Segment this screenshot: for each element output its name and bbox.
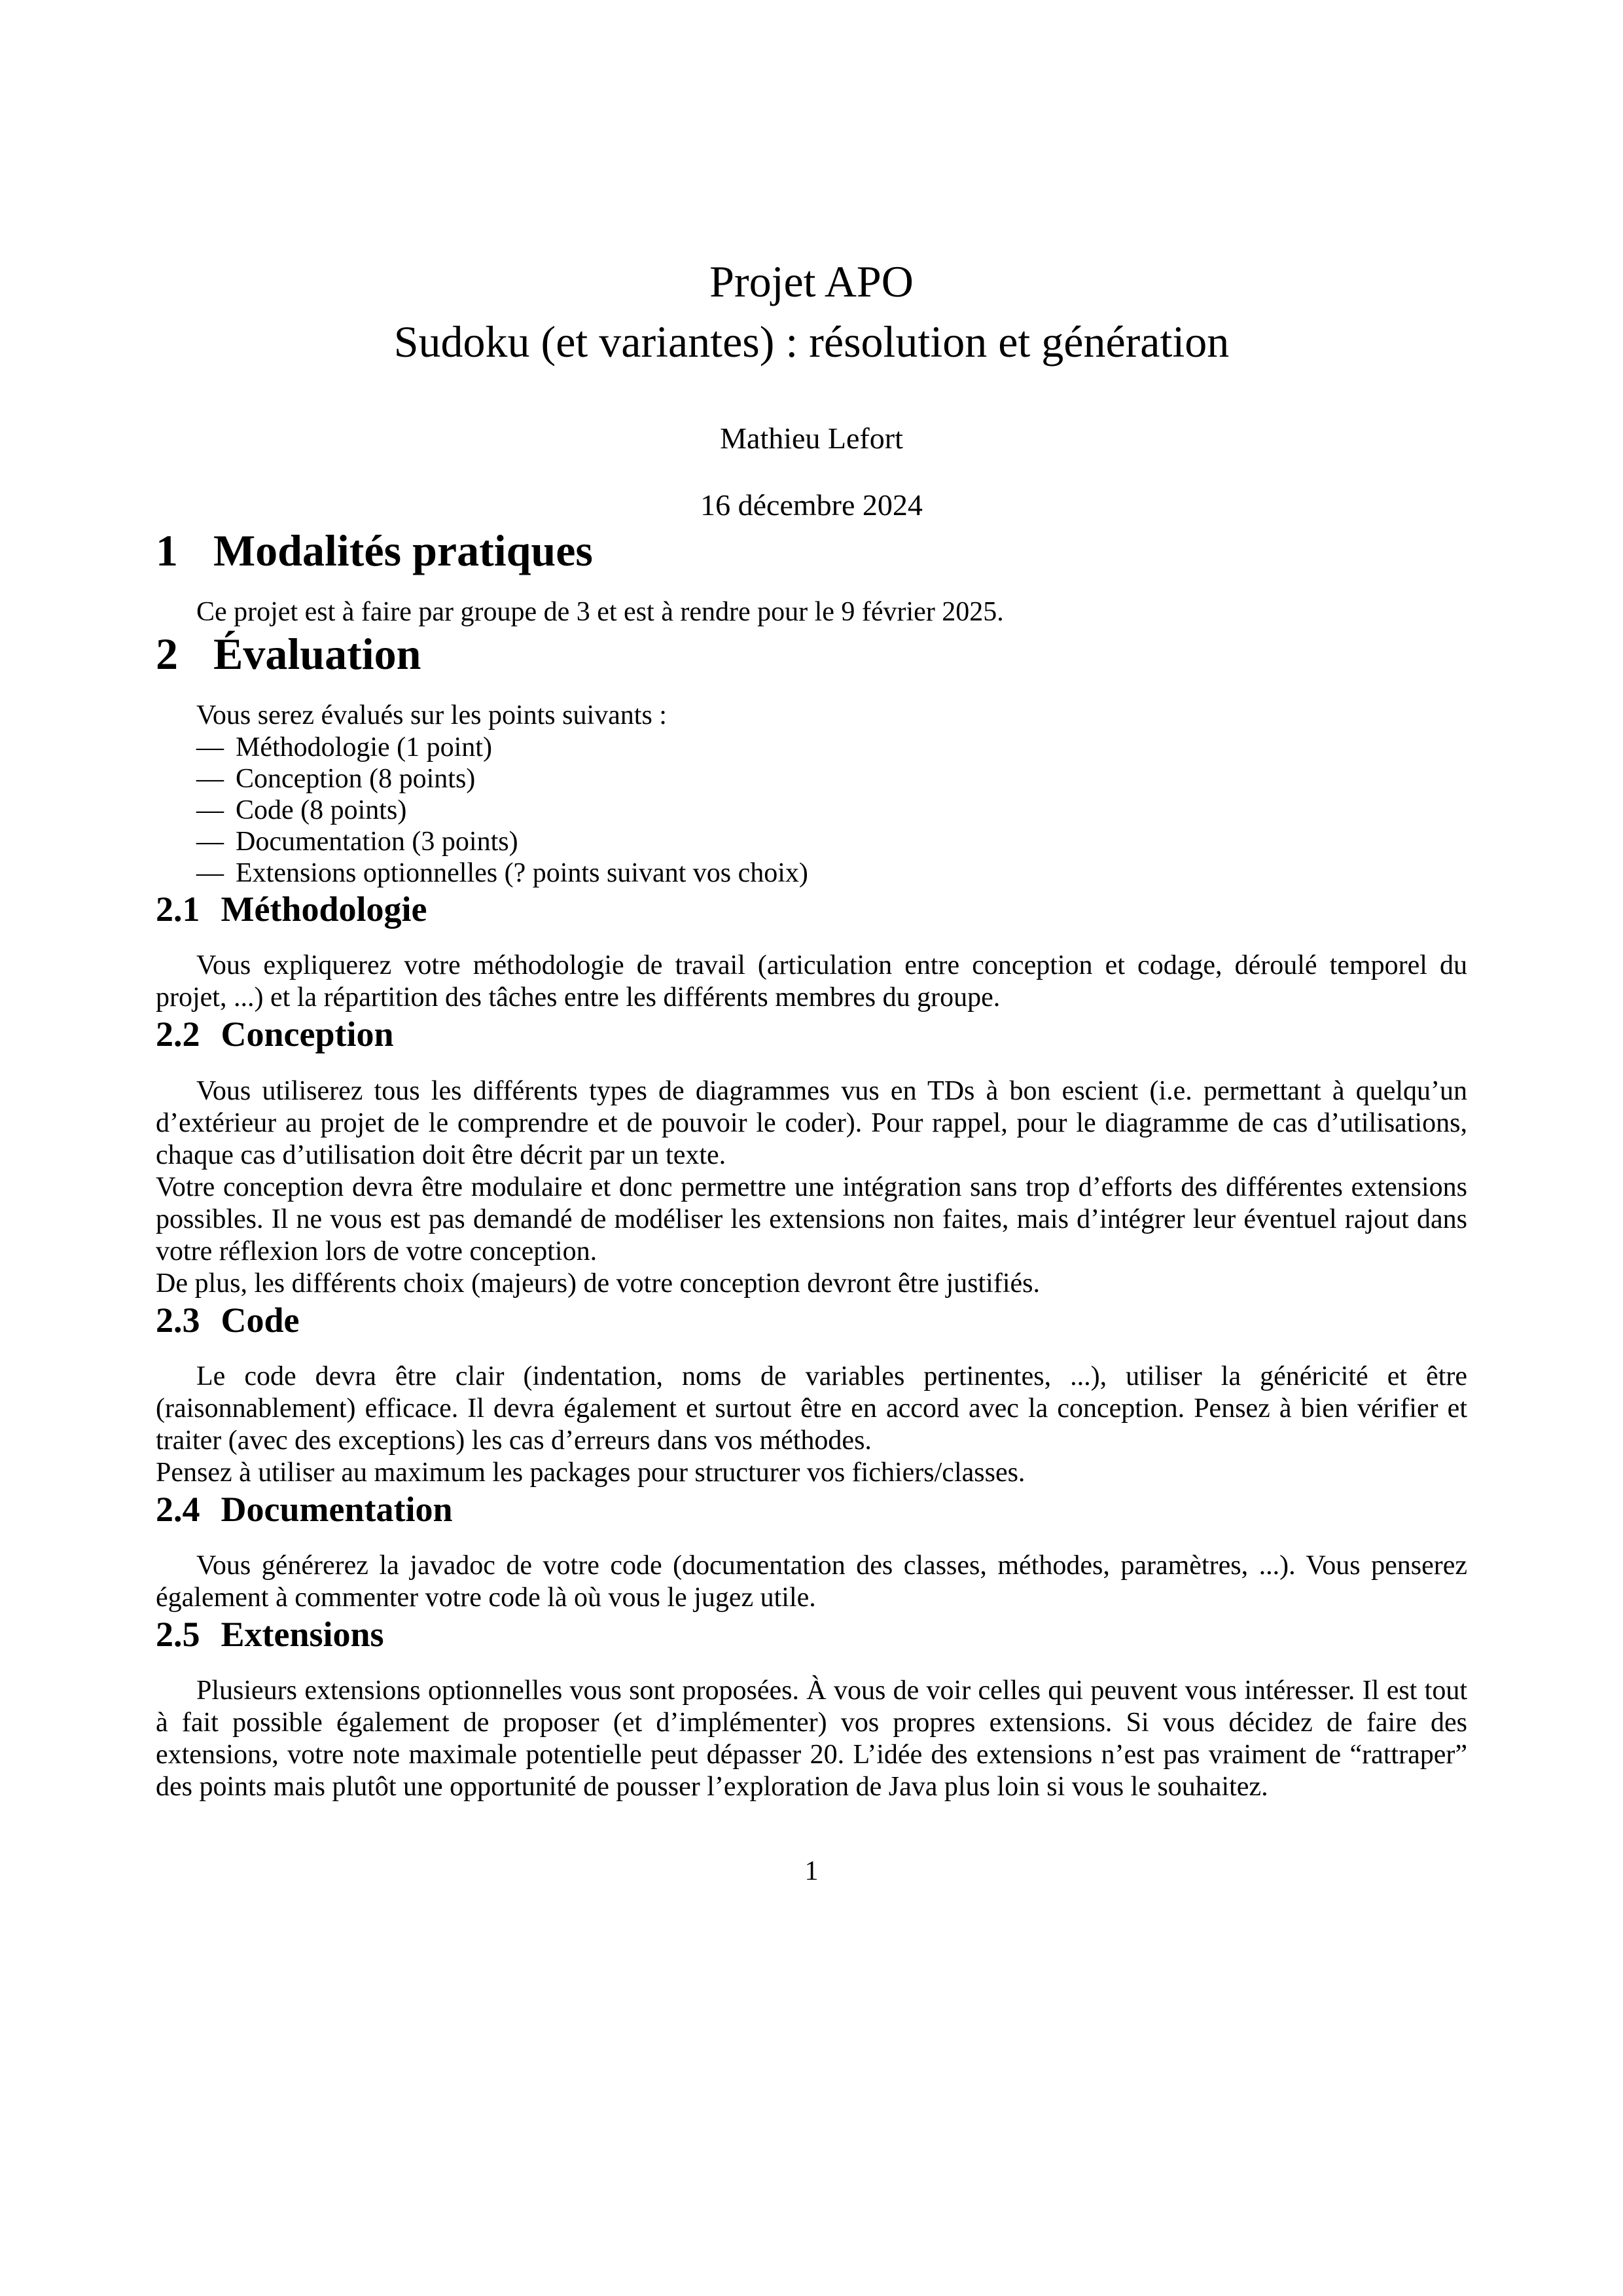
subsection-2-4-number: 2.4 (156, 1489, 200, 1529)
dash-bullet: — (196, 764, 224, 795)
subsection-2-1-heading (156, 889, 1467, 929)
section-2-intro: Vous serez évalués sur les points suivants : (196, 700, 667, 731)
list-item (156, 732, 1467, 763)
subsection-2-3-title: Code (221, 1300, 300, 1340)
list-item (156, 795, 1467, 826)
section-1-number: 1 (156, 526, 178, 575)
list-item-label: Méthodologie (1 point) (236, 732, 492, 763)
list-item (156, 763, 1467, 795)
document-title (156, 251, 1467, 372)
subsection-2-5-title: Extensions (221, 1614, 384, 1654)
subsection-2-4-heading (156, 1489, 1467, 1530)
section-1-heading (156, 525, 1467, 576)
list-item-label: Code (8 points) (236, 795, 407, 826)
list-item-label: Conception (8 points) (236, 764, 476, 795)
subsection-2-1-paragraph: Vous expliquerez votre méthodologie de travail (articulation entre conception et codage, déroulé temporel du projet, ...) et la répartition des tâches entre les différents membres du groupe. (156, 950, 1467, 1013)
subsection-2-5-number: 2.5 (156, 1614, 200, 1654)
dash-bullet: — (196, 827, 224, 857)
subsection-2-1-number: 2.1 (156, 889, 200, 929)
subsection-2-5-paragraph: Plusieurs extensions optionnelles vous sont proposées. À vous de voir celles qui peuvent vous intéresser. Il est tout à fait possible également de proposer (et d’implémenter) vos propres extensions. Si vous décidez de faire des extensions, votre note maximale potentielle peut dépasser 20. L’idée des extensions n’est pas vraiment de “rattraper” des points mais plutôt une opportunité de pousser l’exploration de Java plus loin si vous le souhaitez. (156, 1675, 1467, 1802)
document-title-line2: Sudoku (et variantes) : résolution et génération (393, 317, 1230, 367)
subsection-2-3-paragraph: Le code devra être clair (indentation, noms de variables pertinentes, ...), utiliser la généricité et être (raisonnablement) efficace. Il devra également et surtout être en accord avec la conception. Pensez à bien vérifier et traiter (avec des exceptions) les cas d’erreurs dans vos méthodes. (156, 1361, 1467, 1456)
subsection-2-3-paragraph: Pensez à utiliser au maximum les packages pour structurer vos fichiers/classes. (156, 1457, 1026, 1488)
section-2-title: Évaluation (213, 629, 421, 679)
dash-bullet: — (196, 795, 224, 826)
section-2-number: 2 (156, 629, 178, 679)
subsection-2-4-paragraph: Vous générerez la javadoc de votre code (documentation des classes, méthodes, paramètres, ...). Vous penserez également à commenter votre code là où vous le jugez utile. (156, 1550, 1467, 1613)
dash-bullet: — (196, 732, 224, 763)
list-item (156, 826, 1467, 857)
document-date: 16 décembre 2024 (700, 488, 923, 522)
section-2-heading (156, 628, 1467, 679)
dash-bullet: — (196, 858, 224, 889)
page-number: 1 (804, 1856, 819, 1886)
list-item-label: Extensions optionnelles (? points suivant vos choix) (236, 858, 808, 889)
subsection-2-3-heading (156, 1300, 1467, 1340)
section-1-paragraph: Ce projet est à faire par groupe de 3 et est à rendre pour le 9 février 2025. (196, 597, 1004, 628)
subsection-2-2-paragraph: Vous utiliserez tous les différents types de diagrammes vus en TDs à bon escient (i.e. permettant à quelqu’un d’extérieur au projet de le comprendre et de pouvoir le coder). Pour rappel, pour le diagramme de cas d’utilisations, chaque cas d’utilisation doit être décrit par un texte. (156, 1075, 1467, 1170)
section-1-title: Modalités pratiques (213, 526, 593, 575)
author-name: Mathieu Lefort (720, 422, 903, 455)
subsection-2-2-paragraph: De plus, les différents choix (majeurs) de votre conception devront être justifiés. (156, 1268, 1040, 1299)
document-title-line1: Projet APO (709, 257, 914, 306)
list-item (156, 857, 1467, 889)
subsection-2-3-number: 2.3 (156, 1300, 200, 1340)
subsection-2-2-title: Conception (221, 1014, 394, 1054)
evaluation-list (156, 732, 1467, 889)
subsection-2-4-title: Documentation (221, 1489, 453, 1529)
subsection-2-1-title: Méthodologie (221, 889, 427, 929)
subsection-2-2-paragraph: Votre conception devra être modulaire et donc permettre une intégration sans trop d’efforts des différentes extensions possibles. Il ne vous est pas demandé de modéliser les extensions non faites, mais d’intégrer leur éventuel rajout dans votre réflexion lors de votre conception. (156, 1172, 1467, 1266)
list-item-label: Documentation (3 points) (236, 827, 518, 857)
subsection-2-2-heading (156, 1014, 1467, 1054)
subsection-2-2-number: 2.2 (156, 1014, 200, 1054)
subsection-2-5-heading (156, 1614, 1467, 1655)
